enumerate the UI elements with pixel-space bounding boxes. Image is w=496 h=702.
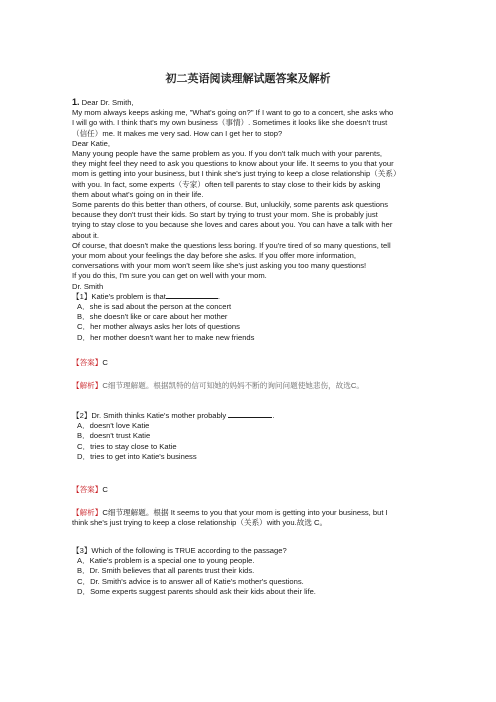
answer-blank [166, 292, 218, 299]
question-2-option: A．doesn't love Katie [77, 421, 150, 431]
analysis-text: C细节理解题。根据 It seems to you that your mom is getting into your business, but I [102, 508, 388, 517]
question-2-stem: 【2】Dr. Smith thinks Katie's mother probably . [72, 411, 275, 420]
passage-line: your mom about your feelings the day before she asks. If you offer more information, [72, 251, 356, 261]
passage-line: with you. In fact, some experts（专家）often tell parents to stay close to their kids by asking [72, 179, 381, 189]
question-1-option: B．she doesn't like or care about her mother [77, 312, 228, 322]
question-1-answer [72, 358, 432, 368]
question-1-option: D．her mother doesn't want her to make new friends [77, 332, 255, 342]
question-3 [72, 546, 432, 597]
passage-line [72, 97, 432, 108]
page-title: 初二英语阅读理解试题答案及解析 [165, 72, 331, 85]
question-3-stem: 【3】Which of the following is TRUE according to the passage? [72, 546, 287, 555]
passage-line: I will go with. I think that's my own business（事情）. Sometimes it looks like she doesn't trust [72, 118, 388, 128]
passage-line: Dr. Smith [72, 281, 104, 291]
passage-line: about it. [72, 230, 100, 240]
answer-label: 【答案】 [72, 358, 103, 367]
passage-line: （信任）me. It makes me very sad. How can I get her to stop? [72, 128, 283, 138]
passage-line: because they don't trust their kids. So start by trying to trust your mom. She is probably just [72, 210, 378, 220]
question-2-option: C．tries to stay close to Katie [77, 441, 177, 451]
passage-line: Dear Katie, [72, 138, 110, 148]
passage-line: Of course, that doesn't make the questions less boring. If you're tired of so many questions, tell [72, 240, 391, 250]
passage-text: Dear Dr. Smith, [81, 98, 134, 107]
answer-value: C [102, 485, 108, 494]
question-2 [72, 411, 432, 462]
question-2-option: B．doesn't trust Katie [77, 431, 151, 441]
analysis-label: 【解析】 [72, 381, 103, 390]
answer-label: 【答案】 [72, 485, 103, 494]
question-number: 1. [72, 97, 80, 107]
question-1-option: A．she is sad about the person at the concert [77, 302, 232, 312]
question-2-analysis [72, 508, 432, 528]
reading-passage [72, 97, 432, 343]
question-3-option: B．Dr. Smith believes that all parents trust their kids. [77, 566, 255, 576]
question-1-option: C．her mother always asks her lots of questions [77, 322, 240, 332]
analysis-label: 【解析】 [72, 508, 103, 517]
question-1-stem: 【1】Katie's problem is that . [72, 291, 221, 301]
passage-line: they might feel they need to ask you questions to know about your life. It seems to you that your [72, 159, 394, 169]
passage-line: My mom always keeps asking me, "What's going on?" If I want to go to a concert, she asks who [72, 108, 394, 118]
answer-value: C [102, 358, 108, 367]
passage-line: Some parents do this better than others, of course. But, unluckily, some parents ask questions [72, 200, 389, 210]
question-1-analysis [72, 381, 432, 391]
answer-blank [228, 411, 272, 418]
question-3-option: D．Some experts suggest parents should ask their kids about their life. [77, 586, 316, 596]
question-2-option: D．tries to get into Katie's business [77, 451, 197, 461]
analysis-text: C细节理解题。根据凯特的信可知她的妈妈不断的询问问题使她悲伤，故选C。 [102, 381, 364, 390]
analysis-text: think she's just trying to keep a close relationship（关系）with you.故选 C。 [72, 518, 328, 528]
question-3-option: A．Katie's problem is a special one to young people. [77, 556, 255, 566]
passage-line: them about what's going on in their life. [72, 189, 204, 199]
passage-line: conversations with your mom won't seem like she's just asking you too many questions! [72, 261, 367, 271]
question-3-option: C．Dr. Smith's advice is to answer all of Katie's mother's questions. [77, 576, 304, 586]
question-2-answer [72, 485, 432, 495]
passage-line: trying to stay close to you because she loves and cares about you. You can have a talk with her [72, 220, 393, 230]
passage-line: Many young people have the same problem as you. If you don't talk much with your parents, [72, 149, 383, 159]
passage-line: mom is getting into your business, but I think she's just trying to keep a close relationship（关系） [72, 169, 401, 179]
passage-line: If you do this, I'm sure you can get on well with your mom. [72, 271, 267, 281]
